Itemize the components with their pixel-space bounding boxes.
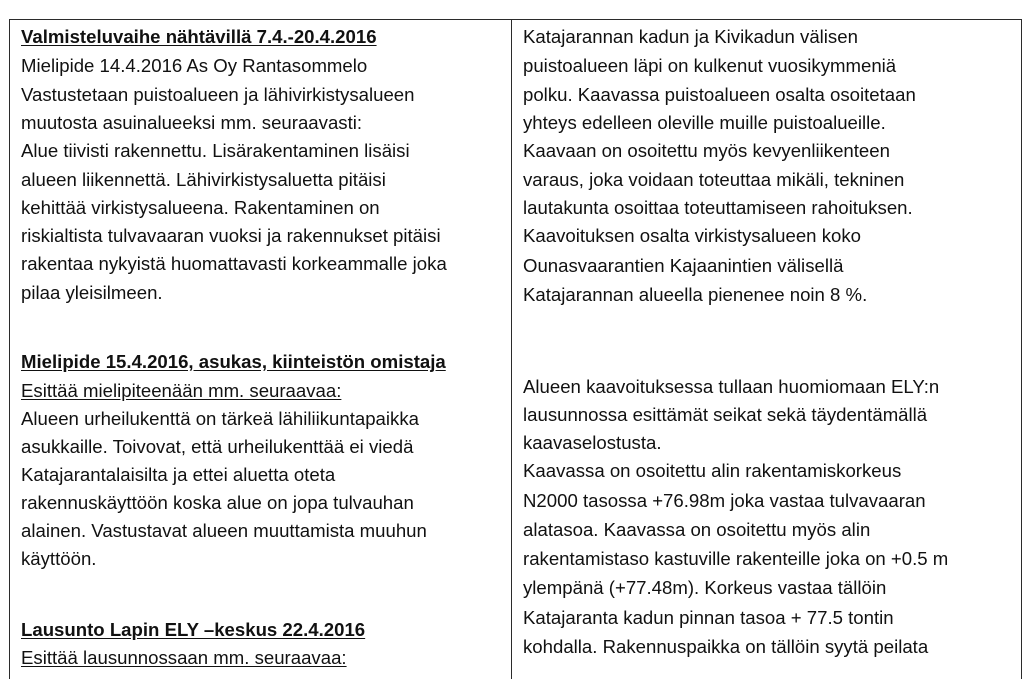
left-s2-line: käyttöön. [21,548,97,569]
left-s1-line: Mielipide 14.4.2016 As Oy Rantasommelo [21,55,368,76]
left-s2-line: Katajarantalaisilta ja ettei aluetta oteta [21,464,336,485]
left-s1-line: pilaa yleisilmeen. [21,282,163,303]
right-s1-line: polku. Kaavassa puistoalueen osalta osoitetaan [523,84,916,105]
right-s2-line: rakentamistaso kastuville rakenteille joka on +0.5 m [523,548,949,569]
right-s1-line: lautakunta osoittaa toteuttamiseen rahoituksen. [523,197,913,218]
right-s1-line: Kaavoituksen osalta virkistysalueen koko [523,225,861,246]
left-s2-line: Alueen urheilukenttä on tärkeä lähiliikuntapaikka [21,408,419,429]
column-divider [511,20,512,679]
right-s2-line: ylempänä (+77.48m). Korkeus vastaa tällöin [523,577,887,598]
right-s2-line: N2000 tasossa +76.98m joka vastaa tulvavaaran [523,490,926,511]
right-s2-line: kohdalla. Rakennuspaikka on tällöin syytä peilata [523,636,929,657]
right-s2-line: alatasoa. Kaavassa on osoitettu myös alin [523,519,871,540]
right-s1-line: varaus, joka voidaan toteuttaa mikäli, tekninen [523,169,905,190]
left-s1-line: muutosta asuinalueeksi mm. seuraavasti: [21,112,363,133]
right-s1-line: Katajarannan alueella pienenee noin 8 %. [523,284,868,305]
section2-heading: Mielipide 15.4.2016, asukas, kiinteistön omistaja [21,351,446,372]
left-s1-line: alueen liikennettä. Lähivirkistysaluetta pitäisi [21,169,386,190]
section3-subheading: Esittää lausunnossaan mm. seuraavaa: [21,647,347,668]
section3-heading: Lausunto Lapin ELY –keskus 22.4.2016 [21,619,366,640]
left-s2-line: alainen. Vastustavat alueen muuttamista muuhun [21,520,427,541]
right-s1-line: Ounasvaarantien Kajaanintien välisellä [523,255,844,276]
right-s2-line: Katajaranta kadun pinnan tasoa + 77.5 tontin [523,607,894,628]
right-s2-line: kaavaselostusta. [523,432,662,453]
section2-subheading: Esittää mielipiteenään mm. seuraavaa: [21,380,342,401]
right-s2-line: lausunnossa esittämät seikat sekä täydentämällä [523,404,928,425]
right-s2-line: Kaavassa on osoitettu alin rakentamiskorkeus [523,460,902,481]
left-s1-line: Alue tiivisti rakennettu. Lisärakentaminen lisäisi [21,140,410,161]
section1-heading: Valmisteluvaihe nähtävillä 7.4.-20.4.2016 [21,26,377,47]
right-s1-line: Kaavaan on osoitettu myös kevyenliikenteen [523,140,890,161]
left-s1-line: Vastustetaan puistoalueen ja lähivirkistysalueen [21,84,415,105]
comments-table [9,19,1022,679]
right-s1-line: puistoalueen läpi on kulkenut vuosikymmeniä [523,55,897,76]
left-s1-line: kehittää virkistysalueena. Rakentaminen on [21,197,380,218]
right-s2-line: Alueen kaavoituksessa tullaan huomiomaan ELY:n [523,376,940,397]
right-s1-line: Katajarannan kadun ja Kivikadun välisen [523,26,858,47]
left-s1-line: riskialtista tulvavaaran vuoksi ja rakennukset pitäisi [21,225,441,246]
left-s1-line: rakentaa nykyistä huomattavasti korkeammalle joka [21,253,447,274]
right-s1-line: yhteys edelleen oleville muille puistoalueille. [523,112,886,133]
left-s2-line: asukkaille. Toivovat, että urheilukenttää ei viedä [21,436,414,457]
left-s2-line: rakennuskäyttöön koska alue on jopa tulvauhan [21,492,414,513]
